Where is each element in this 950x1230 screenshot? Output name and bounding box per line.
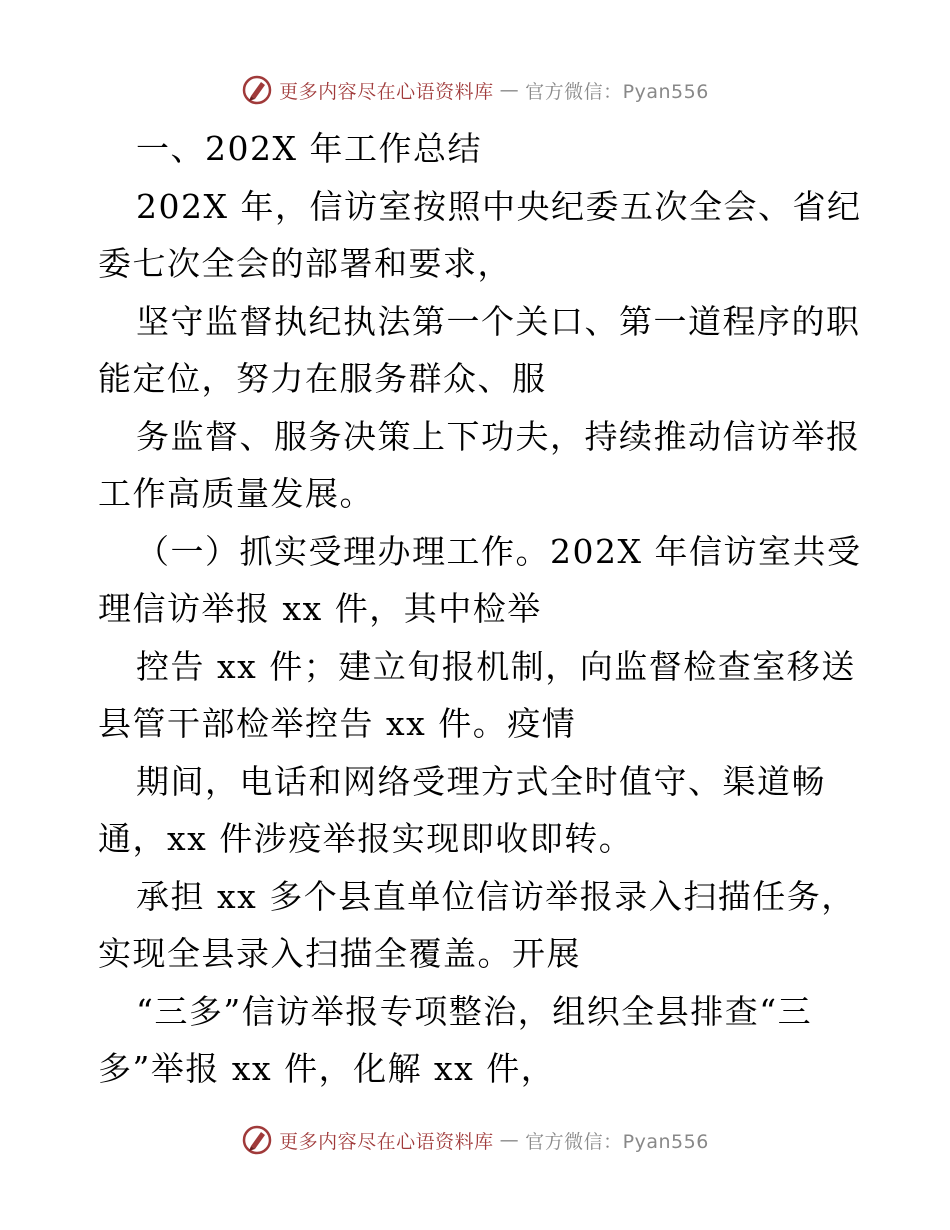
document-line: 实现全县录入扫描全覆盖。开展 xyxy=(98,934,581,973)
banner-separator: — xyxy=(499,1129,520,1151)
document-line: 202X 年，信访室按照中央纪委五次全会、省纪 xyxy=(136,186,862,226)
banner-brand-text: 更多内容尽在心语资料库 xyxy=(279,80,494,103)
document-line: 务监督、服务决策上下功夫，持续推动信访举报 xyxy=(136,416,861,456)
document-line: 理信访举报 xx 件，其中检举 xyxy=(98,589,542,628)
document-line: 期间，电话和网络受理方式全时值守、渠道畅 xyxy=(136,761,826,801)
document-line: 通，xx 件涉疫举报实现即收即转。 xyxy=(98,819,634,858)
banner-separator: — xyxy=(499,79,520,101)
document-line: 县管干部检举控告 xx 件。疫情 xyxy=(98,704,577,743)
document-line: 委七次全会的部署和要求， xyxy=(98,244,512,283)
banner-wechat-text: 官方微信：Pyan556 xyxy=(525,1130,709,1153)
banner-brand-text: 更多内容尽在心语资料库 xyxy=(279,1130,494,1153)
banner-wechat-text: 官方微信：Pyan556 xyxy=(525,80,709,103)
document-line: 坚守监督执纪执法第一个关口、第一道程序的职 xyxy=(136,301,861,341)
document-line: 控告 xx 件；建立旬报机制，向监督检查室移送 xyxy=(136,646,856,686)
document-body xyxy=(98,120,868,1098)
document-line: 能定位，努力在服务群众、服 xyxy=(98,359,547,398)
document-line: （一）抓实受理办理工作。202X 年信访室共受 xyxy=(136,531,862,571)
document-line: 多”举报 xx 件，化解 xx 件， xyxy=(98,1049,556,1088)
document-line: 承担 xx 多个县直单位信访举报录入扫描任务， xyxy=(136,876,856,916)
pen-circle-logo-icon xyxy=(241,1124,273,1156)
document-line: 工作高质量发展。 xyxy=(98,474,374,513)
document-line: “三多”信访举报专项整治，组织全县排查“三 xyxy=(136,991,813,1031)
footer-watermark-banner xyxy=(0,1120,950,1160)
header-watermark-banner xyxy=(0,70,950,110)
document-line: 一、202X 年工作总结 xyxy=(136,129,482,168)
pen-circle-logo-icon xyxy=(241,74,273,106)
